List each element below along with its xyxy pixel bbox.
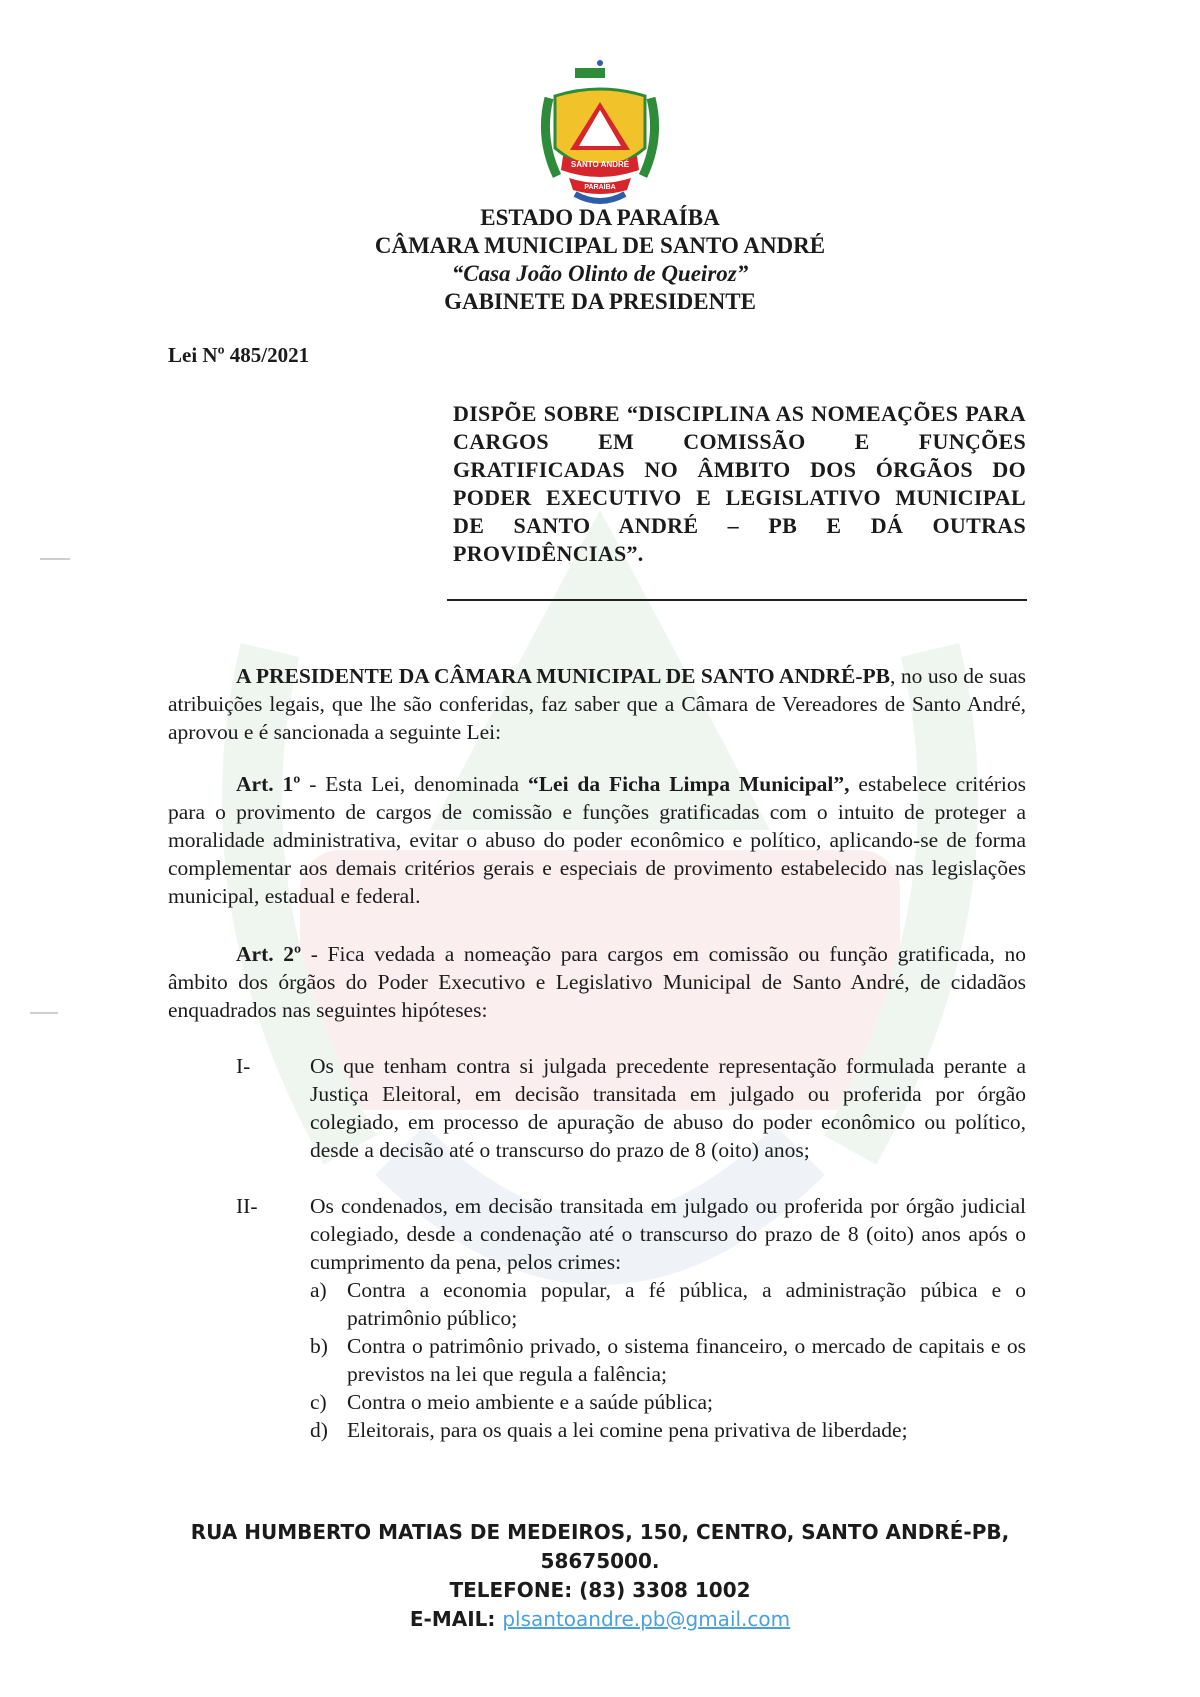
municipal-seal [535,58,665,208]
chamber-title: CÂMARA MUNICIPAL DE SANTO ANDRÉ [374,233,826,258]
footer-contact [0,1518,1200,1634]
subitem-a-letter: a) [310,1278,327,1302]
article-2 [168,940,1026,1024]
subitem-d-text: Eleitorais, para os quais a lei comine pena privativa de liberdade; [347,1418,908,1442]
law-summary: DISPÕE SOBRE “DISCIPLINA AS NOMEAÇÕES PARA CARGOS EM COMISSÃO E FUNÇÕES GRATIFICADAS NO ÂMBITO DOS ÓRGÃOS DO PODER EXECUTIVO E LEGISLATIVO MUNICIPAL DE SANTO ANDRÉ – PB E DÁ OUTRAS PROVIDÊNCIAS”. [453,401,1026,566]
preamble-paragraph [168,662,1026,746]
subitem-a-text: Contra a economia popular, a fé pública, a administração púbica e o patrimônio público; [347,1278,1026,1330]
item-1-text: Os que tenham contra si julgada precedente representação formulada perante a Justiça Eleitoral, em decisão transitada em julgado ou proferida por órgão colegiado, em processo de apuração de abuso do poder econômico ou político, desde a decisão até o transcurso do prazo de 8 (oito) anos; [310,1054,1026,1162]
article-1-law-name: “Lei da Ficha Limpa Municipal”, [527,772,850,796]
article-1-text-b: estabelece critérios para o provimento de cargos de comissão e funções gratificadas com o intuito de proteger a moralidade administrativa, evitar o abuso do poder econômico e político, aplicando-se de forma complementar aos demais critérios gerais e especiais de provimento estabelecido nas legislações municipal, estadual e federal. [168,772,1027,908]
item-2-text: Os condenados, em decisão transitada em julgado ou proferida por órgão judicial colegiado, desde a condenação até o transcurso do prazo de 8 (oito) anos após o cumprimento da pena, pelos crimes: [310,1194,1026,1274]
item-1-number: I- [236,1054,251,1078]
seal-ribbon-bottom: PARAÍBA [584,184,616,191]
subitem-d-letter: d) [310,1418,328,1442]
footer-email-line [0,1605,1200,1634]
article-2-text: - Fica vedada a nomeação para cargos em comissão ou função gratificada, no âmbito dos órgãos do Poder Executivo e Legislativo Municipal de Santo André, de cidadãos enquadrados nas seguintes hipóteses: [168,942,1027,1022]
footer-email-label: E-MAIL: [409,1607,503,1631]
scan-artifact [30,1012,58,1014]
subitem-c-text: Contra o meio ambiente e a saúde pública; [347,1390,713,1414]
preamble-authority: A PRESIDENTE DA CÂMARA MUNICIPAL DE SANTO ANDRÉ-PB [236,664,890,688]
footer-zip: 58675000. [540,1549,660,1573]
article-1 [168,770,1026,910]
law-number: Lei Nº 485/2021 [168,343,310,367]
footer-phone: TELEFONE: (83) 3308 1002 [449,1578,751,1602]
seal-ribbon-top: SANTO ANDRÉ [570,160,630,169]
preamble-text: , no uso de suas atribuições legais, que lhe são conferidas, faz saber que a Câmara de Vereadores de Santo André, aprovou e é sancionada a seguinte Lei: [168,664,1026,744]
article-1-label: Art. 1º [236,772,301,796]
scan-artifact [40,558,70,560]
letterhead [0,204,1200,316]
summary-divider [447,599,1027,601]
article-1-text-a: - Esta Lei, denominada [300,772,528,796]
footer-address: RUA HUMBERTO MATIAS DE MEDEIROS, 150, CENTRO, SANTO ANDRÉ-PB, [190,1520,1010,1544]
subitem-c-letter: c) [310,1390,327,1414]
item-2-number: II- [236,1194,258,1218]
subitem-b-letter: b) [310,1334,328,1358]
house-name: “Casa João Olinto de Queiroz” [451,261,749,286]
state-title: ESTADO DA PARAÍBA [480,205,720,230]
subitem-b-text: Contra o patrimônio privado, o sistema financeiro, o mercado de capitais e os previstos na lei que regula a falência; [347,1334,1026,1386]
footer-email-link[interactable]: plsantoandre.pb@gmail.com [502,1607,791,1631]
article-2-label: Art. 2º [236,942,302,966]
office-title: GABINETE DA PRESIDENTE [444,289,756,314]
